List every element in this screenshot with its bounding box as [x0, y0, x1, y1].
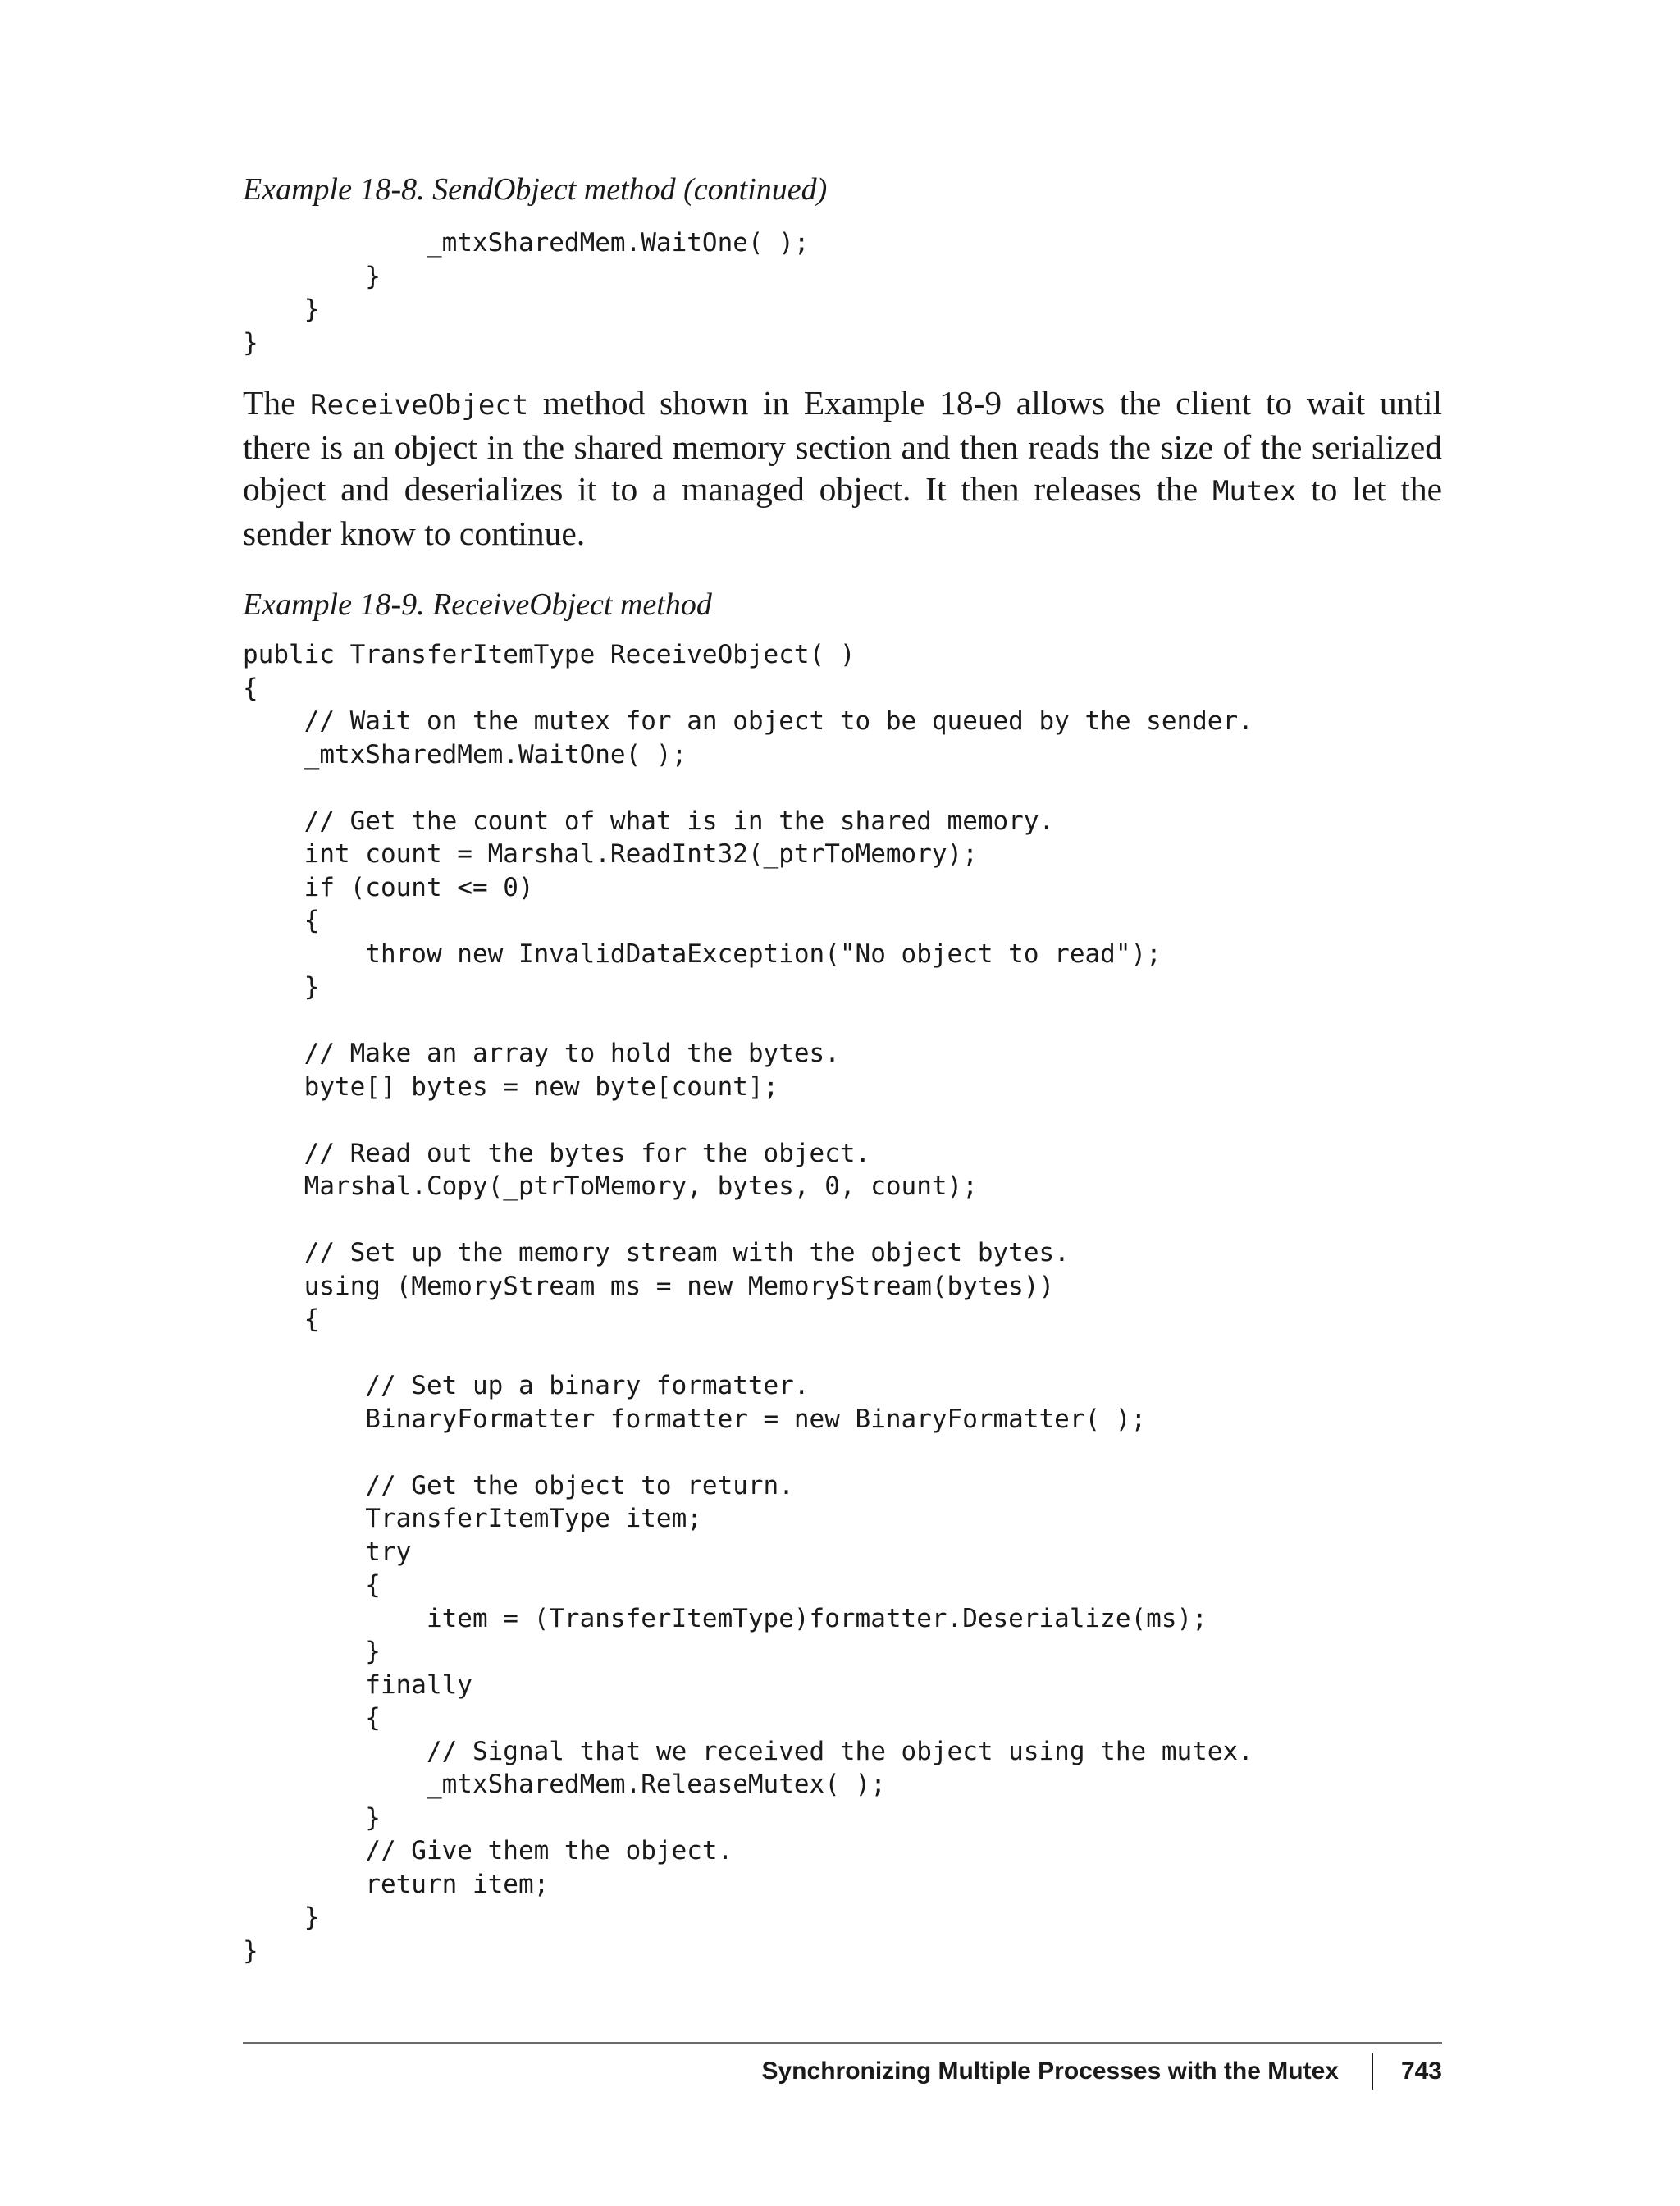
- example-18-9-caption: Example 18-9. ReceiveObject method: [243, 587, 712, 622]
- example-18-8-caption: Example 18-8. SendObject method (continued): [243, 172, 828, 207]
- code-line: TransferItemType item;: [243, 1504, 702, 1533]
- code-line: finally: [243, 1669, 472, 1700]
- code-line: }: [243, 1935, 258, 1966]
- code-line: // Read out the bytes for the object.: [243, 1138, 871, 1168]
- code-line: [243, 1436, 1253, 1469]
- example-18-9-code: [243, 638, 1253, 1967]
- code-line: // Set up a binary formatter.: [243, 1371, 810, 1400]
- code-line: [243, 1203, 1253, 1237]
- code-line: }: [243, 972, 320, 1002]
- code-line: [243, 1004, 1253, 1038]
- code-line: // Wait on the mutex for an object to be queued by the sender.: [243, 706, 1253, 736]
- inline-code-receiveobject: ReceiveObject: [310, 389, 529, 422]
- paragraph-text: method shown in Example 18-9 allows the client to wait until there is an object in the shared memory section and then reads the size of the serialized object and deserializes it to a managed object. It then releases the: [243, 384, 1442, 508]
- example-18-8-code: [243, 226, 810, 359]
- code-line: _mtxSharedMem.WaitOne( );: [243, 228, 810, 258]
- code-line: // Signal that we received the object using the mutex.: [243, 1736, 1253, 1766]
- page-footer: [761, 2051, 1442, 2092]
- code-line: // Give them the object.: [243, 1836, 733, 1866]
- code-line: [243, 1336, 1253, 1370]
- code-line: throw new InvalidDataException("No object to read");: [243, 939, 1162, 969]
- code-line: // Make an array to hold the bytes.: [243, 1039, 840, 1068]
- code-line: _mtxSharedMem.ReleaseMutex( );: [243, 1770, 886, 1799]
- code-line: [243, 771, 1253, 805]
- code-line: try: [243, 1537, 412, 1567]
- code-line: [243, 1103, 1253, 1137]
- code-line: int count = Marshal.ReadInt32(_ptrToMemory);: [243, 839, 978, 869]
- code-line: {: [243, 906, 320, 935]
- code-line: }: [243, 1802, 381, 1833]
- book-page: [243, 0, 1442, 2206]
- code-line: {: [243, 1570, 381, 1600]
- code-line: BinaryFormatter formatter = new BinaryFormatter( );: [243, 1404, 1147, 1434]
- code-line: if (count <= 0): [243, 872, 534, 902]
- code-line: public TransferItemType ReceiveObject( ): [243, 640, 856, 669]
- footer-section-title: Synchronizing Multiple Processes with the Mutex: [761, 2058, 1339, 2085]
- code-line: {: [243, 1304, 320, 1334]
- code-line: }: [243, 261, 381, 291]
- code-line: }: [243, 295, 320, 324]
- code-line: }: [243, 1902, 320, 1932]
- footer-separator: [1372, 2053, 1373, 2090]
- code-line: return item;: [243, 1869, 550, 1899]
- code-line: byte[] bytes = new byte[count];: [243, 1071, 779, 1102]
- paragraph-text: The: [243, 384, 311, 422]
- code-line: Marshal.Copy(_ptrToMemory, bytes, 0, count);: [243, 1172, 978, 1201]
- code-line: item = (TransferItemType)formatter.Deserialize(ms);: [243, 1603, 1208, 1633]
- code-line: // Set up the memory stream with the object bytes.: [243, 1238, 1070, 1267]
- code-line: _mtxSharedMem.WaitOne( );: [243, 739, 687, 770]
- code-line: // Get the object to return.: [243, 1470, 794, 1500]
- code-line: using (MemoryStream ms = new MemoryStream(bytes)): [243, 1271, 1055, 1301]
- paragraph-text: to let the sender know to continue.: [243, 470, 1443, 552]
- code-line: }: [243, 327, 258, 358]
- code-line: // Get the count of what is in the shared memory.: [243, 806, 1055, 836]
- footer-divider: [243, 2042, 1442, 2044]
- page-number: 743: [1400, 2058, 1442, 2085]
- code-line: {: [243, 673, 258, 703]
- inline-code-mutex: Mutex: [1212, 475, 1297, 508]
- code-line: }: [243, 1637, 381, 1666]
- body-paragraph: [243, 382, 1442, 555]
- code-line: {: [243, 1703, 381, 1733]
